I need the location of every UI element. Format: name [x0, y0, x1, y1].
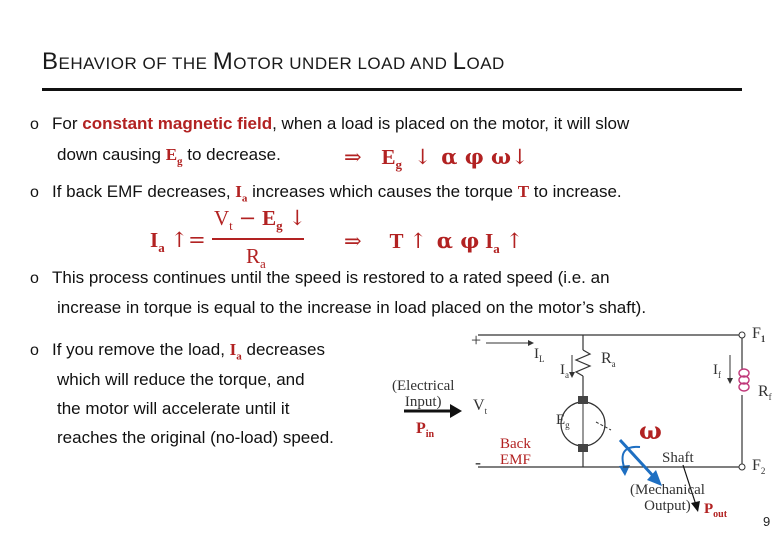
rf-label: $R_f$: [758, 383, 772, 403]
equation-2-rhs: ⇒ T ↑ α φ $I_a$ ↑: [344, 228, 524, 257]
ra-resistor: [576, 350, 590, 376]
il-label: $I_L$: [534, 346, 545, 364]
bullet-marker: o: [30, 116, 39, 133]
if-label: $I_f$: [713, 362, 721, 380]
bullet-3-line-1: o This process continues until the speed is restored to a rated speed (i.e. an: [30, 268, 610, 287]
pout-label: $P_{out}$: [704, 501, 728, 520]
bullet-2: o If back EMF decreases, $I_a$ increases which causes the torque T to increase.: [30, 182, 622, 205]
page-number: 9: [763, 514, 771, 529]
field-coil: [739, 369, 749, 391]
bullet-1-line-2: down causing $E_g$ to decrease.: [57, 145, 281, 168]
electrical-input-label: (Electrical Input): [392, 378, 455, 410]
equation-2-numerator: $V_t - E_g$ ↓: [214, 206, 307, 234]
bullet-marker: o: [30, 184, 39, 201]
equation-2-denominator: $R_a$: [246, 244, 266, 272]
bullet-1-line-1: o For constant magnetic field, when a load is placed on the motor, it will slow: [30, 114, 630, 133]
vt-label: $V_t$: [473, 397, 488, 417]
f2-label: $F_2$: [752, 457, 766, 477]
mechanical-output-label: (Mechanical Output): [630, 482, 705, 514]
bullet-4-line-2: which will reduce the torque, and: [57, 370, 305, 389]
eg-label: $E_g$: [556, 412, 570, 430]
bullet-3-line-2: increase in torque is equal to the increase in load placed on the motor’s shaft).: [57, 298, 647, 317]
bullet-4-line-4: reaches the original (no-load) speed.: [57, 428, 334, 447]
plus-terminal: +: [471, 330, 482, 350]
omega-label: ω: [639, 416, 662, 445]
minus-terminal: -: [475, 452, 481, 472]
equation-1: ⇒ $E_g$ ↓ α φ ω↓: [344, 144, 529, 173]
ra-label: $R_a$: [601, 350, 616, 370]
bullet-4-line-1: o If you remove the load, $I_a$ decreases: [30, 340, 325, 363]
bullet-marker: o: [30, 342, 39, 359]
pin-label: $P_{in}$: [416, 420, 435, 441]
f1-label: $F_1$: [752, 325, 766, 345]
back-emf-label: Back EMF: [500, 436, 531, 468]
equation-2-lhs: $I_a$ ↑=: [150, 228, 206, 256]
highlight-constant-field: constant magnetic field: [82, 114, 273, 133]
bullet-marker: o: [30, 270, 39, 287]
shaft-label: Shaft: [662, 450, 694, 466]
slide-title: BEHAVIOR OF THE MOTOR UNDER LOAD AND LOAD: [42, 48, 505, 75]
ia-label: $I_a$: [560, 362, 569, 380]
bullet-4-line-3: the motor will accelerate until it: [57, 399, 290, 418]
